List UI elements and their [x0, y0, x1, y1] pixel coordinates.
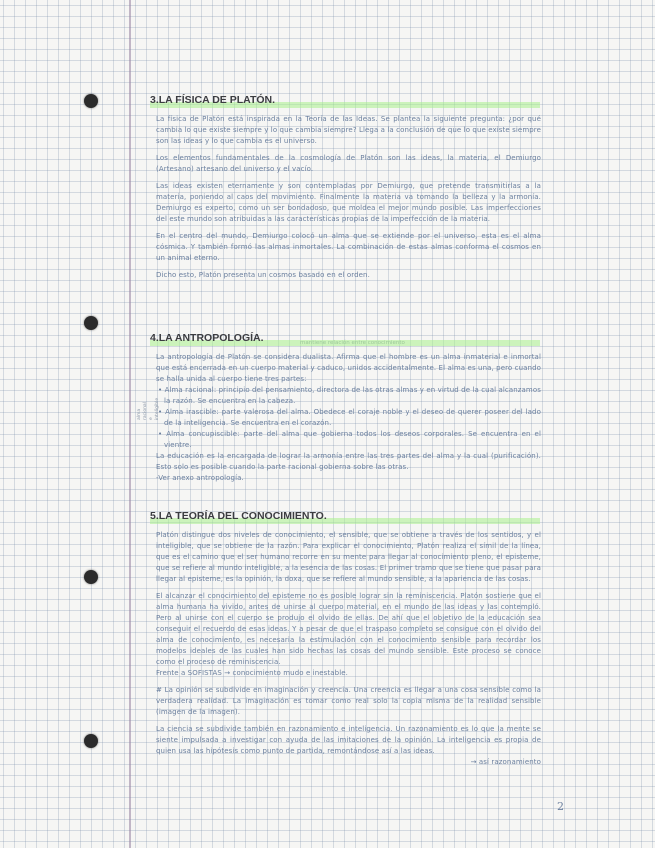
section-body-fisica [156, 114, 541, 281]
bullet-alma-irascible: • Alma irascible: parte valerosa del alma. Obedece el coraje noble y el deseo de querer poseer del lado de la inteligencia. Se encuentra en el corazón. [158, 408, 541, 427]
section-body-antropologia [156, 352, 541, 484]
page-number: 2 [557, 800, 564, 813]
paragraph: Dicho esto, Platón presenta un cosmos basado en el orden. [156, 271, 370, 279]
margin-line [129, 0, 131, 848]
side-annotation: alma racional e inteligible [137, 397, 160, 420]
paragraph: -Ver anexo antropología. [156, 474, 244, 482]
section-heading-fisica [150, 92, 540, 108]
section-heading-antropologia [150, 330, 540, 346]
bullet-alma-concupiscible: • Alma concupiscible: parte del alma que gobierna todos los deseos corporales. Se encuentra en el vientre. [158, 430, 541, 449]
bullet-text: Alma concupiscible: parte del alma que gobierna todos los deseos corporales. Se encuentra en el vientre. [164, 430, 541, 449]
heading-text: 3.LA FÍSICA DE PLATÓN. [150, 94, 276, 106]
footnote: → así razonamiento [470, 758, 541, 766]
binder-hole [84, 734, 98, 748]
paragraph: En el centro del mundo, Demiurgo colocó un alma que se extiende por el universo, esta es el alma cósmica. Y también formó las almas inmortales. La combinación de estas almas conforma el cosmos en un animal eterno. [156, 232, 541, 262]
bullet-text: Alma racional: principio del pensamiento, directora de las otras almas y en virtud de la cual alcanzamos la razón. Se encuentra en la cabeza. [164, 386, 541, 405]
section-body-conocimiento [156, 530, 541, 768]
paragraph: Las ideas existen eternamente y son contempladas por Demiurgo, que pretende transmitirlas a la materia, poniendo al caos del movimiento. Finalmente la materia va tomando la belleza y la armonía. Demiurgo es experto, como un ser bondadoso, que moldea el mejor mundo posible. Las imperfecciones del este mundo son atribuidas a las características propias de la imperfección de la materia. [156, 182, 541, 223]
paragraph: # La opinión se subdivide en imaginación y creencia. Una creencia es llegar a una cosa sensible como la verdadera realidad. La imaginación es tomar como real solo la copia misma de la realidad sensible (imagen de la imagen). [156, 686, 541, 716]
binder-hole [84, 316, 98, 330]
paragraph: La física de Platón está inspirada en la Teoría de las Ideas. Se plantea la siguiente pregunta: ¿por qué cambia lo que existe siempre y lo que cambia siempre? Llega a la conclusión de que lo que existe siempre son las ideas y lo que cambia es el universo. [156, 115, 542, 145]
binder-hole [84, 94, 98, 108]
heading-text: 5.LA TEORÍA DEL CONOCIMIENTO. [150, 510, 327, 522]
bullet-text: Alma irascible: parte valerosa del alma. Obedece el coraje noble y el deseo de querer poseer del lado de la inteligencia. Se encuentra en el corazón. [164, 408, 541, 427]
bullet-alma-racional: • Alma racional: principio del pensamiento, directora de las otras almas y en virtud de la cual alcanzamos la razón. Se encuentra en la cabeza. [158, 386, 541, 405]
paragraph: Platón distingue dos niveles de conocimiento, el sensible, que se obtiene a través de los sentidos, y el inteligible, que se obtiene de la razón. Para explicar el conocimiento, Platón realiza el símil de la línea, que es el camino que el ser humano recorre en su mente para llegar al conocimiento pleno, el episteme, que se refiere al mundo inteligible, a la esencia de las cosas. El primer tramo que se tiene que pasar para llegar al episteme, es la opinión, la doxa, que se refiere al mundo sensible, a la apariencia de las cosas. [156, 531, 541, 583]
binder-hole [84, 570, 98, 584]
paragraph: El alcanzar el conocimiento del episteme no es posible lograr sin la reminiscencia. Platón sostiene que el alma humana ha vivido, antes de unirse al cuerpo material, en el mundo de las ideas y las contempló. Pero al unirse con el cuerpo se produjo el olvido de ellas. De ahí que el objetivo de la educación sea conseguir el recuerdo de esas ideas. Y a pesar de que el traspaso completo se consigue con el olvido del alma de conocimiento, es necesaria la estimulación con el conocimiento sensible para recordar los modelos ideales de las cuales han sido hechas las cosas del mundo sensible. Este proceso se conoce como el proceso de reminiscencia. [156, 592, 541, 666]
paragraph: La ciencia se subdivide también en razonamiento e inteligencia. Un razonamiento es lo que la mente se siente impulsada a investigar con ayuda de las imitaciones de la opinión. La inteligencia es propia de quien usa las hipótesis como punto de partida, remontándose así a las ideas. [156, 725, 541, 755]
paragraph: Los elementos fundamentales de la cosmología de Platón son las ideas, la materia, el Demiurgo (Artesano) artesano del universo y el vacío. [156, 154, 541, 173]
section-heading-conocimiento [150, 508, 540, 524]
paragraph: La antropología de Platón se considera dualista. Afirma que el hombre es un alma inmaterial e inmortal que está encerrada en un cuerpo material y caduco, unidos accidentalmente. El alma es una, pero cuando se halla unida al cuerpo tiene tres partes: [156, 353, 541, 383]
paragraph: Frente a SOFISTAS → conocimiento mudo e inestable. [156, 669, 348, 677]
paragraph: La educación es la encargada de lograr la armonía entre las tres partes del alma y la cual (purificación). Esto solo es posible cuando la parte racional gobierna sobre las otras. [156, 452, 541, 471]
heading-text: 4.LA ANTROPOLOGÍA. [150, 332, 264, 344]
